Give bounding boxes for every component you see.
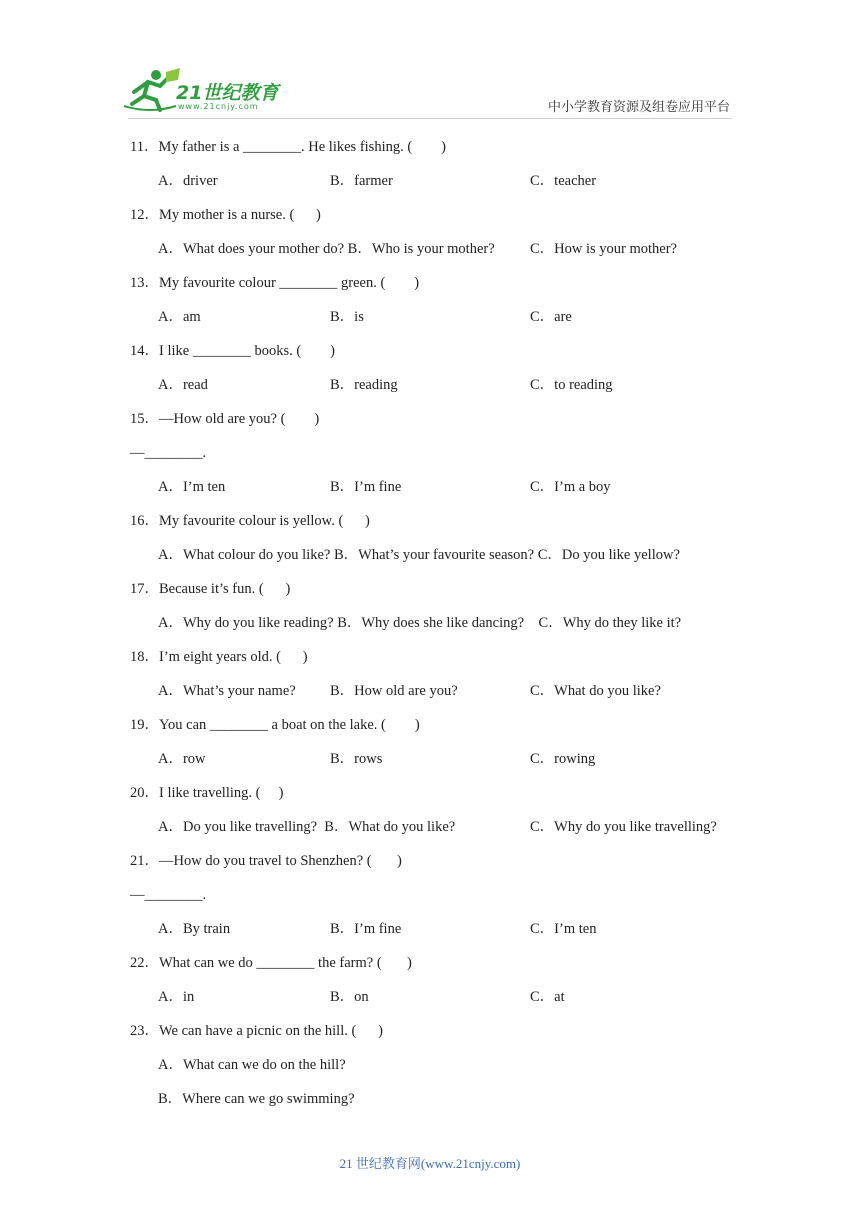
options-16	[130, 544, 750, 578]
question-text: My mother is a nurse. ( )	[159, 207, 321, 223]
question-number: 12．	[130, 207, 159, 223]
options-21	[130, 918, 750, 952]
options-18	[130, 680, 750, 714]
question-text: I like ________ books. ( )	[159, 343, 335, 359]
question-21	[130, 850, 750, 884]
option-c[interactable]: C．I’m ten	[530, 921, 597, 937]
option-a[interactable]: A．I’m ten	[158, 479, 226, 495]
option-a[interactable]: A．By train	[158, 921, 231, 937]
question-number: 20．	[130, 785, 159, 801]
question-number: 13．	[130, 275, 159, 291]
option-b[interactable]: B．rows	[330, 751, 383, 767]
question-text: I’m eight years old. ( )	[159, 649, 308, 665]
option-c[interactable]: C．I’m a boy	[530, 479, 611, 495]
question-18	[130, 646, 750, 680]
option-b[interactable]: B．How old are you?	[330, 683, 458, 699]
answer-blank-15: —________.	[130, 445, 207, 461]
question-text: —How do you travel to Shenzhen? ( )	[159, 853, 402, 869]
question-number: 19．	[130, 717, 159, 733]
question-text: My father is a ________. He likes fishing. ( )	[158, 139, 447, 155]
answer-blank-21: —________.	[130, 887, 207, 903]
option-a[interactable]: A．What can we do on the hill?	[158, 1057, 346, 1073]
option-b[interactable]: B．Where can we go swimming?	[158, 1091, 355, 1107]
option-c[interactable]: C．are	[530, 309, 572, 325]
option-b[interactable]: B．on	[330, 989, 369, 1005]
page-footer[interactable]: 21 世纪教育网(www.21cnjy.com)	[339, 1156, 521, 1171]
options-15	[130, 476, 750, 510]
option-b[interactable]: B．reading	[330, 377, 398, 393]
question-text: What can we do ________ the farm? ( )	[159, 955, 412, 971]
option-c[interactable]: C．How is your mother?	[530, 241, 677, 257]
options-17	[130, 612, 750, 646]
question-11	[130, 136, 750, 170]
option-a-b-c[interactable]: A．What colour do you like? B．What’s your favourite season? C．Do you like yellow?	[158, 547, 680, 563]
options-23-a	[130, 1054, 750, 1088]
question-number: 16．	[130, 513, 159, 529]
option-b[interactable]: B．I’m fine	[330, 479, 402, 495]
options-14	[130, 374, 750, 408]
options-20	[130, 816, 750, 850]
question-number: 23．	[130, 1023, 159, 1039]
question-14	[130, 340, 750, 374]
question-text: You can ________ a boat on the lake. ( )	[159, 717, 420, 733]
options-11	[130, 170, 750, 204]
option-b[interactable]: B．farmer	[330, 173, 393, 189]
question-number: 22．	[130, 955, 159, 971]
option-c[interactable]: C．What do you like?	[530, 683, 661, 699]
option-a[interactable]: A．What’s your name?	[158, 683, 296, 699]
question-13	[130, 272, 750, 306]
option-c[interactable]: C．to reading	[530, 377, 613, 393]
options-23-b	[130, 1088, 750, 1122]
option-a[interactable]: A．driver	[158, 173, 218, 189]
option-c[interactable]: C．rowing	[530, 751, 596, 767]
question-number: 17．	[130, 581, 159, 597]
option-b[interactable]: B．I’m fine	[330, 921, 402, 937]
options-13	[130, 306, 750, 340]
question-number: 21．	[130, 853, 159, 869]
option-a[interactable]: A．row	[158, 751, 206, 767]
question-19	[130, 714, 750, 748]
question-number: 15．	[130, 411, 159, 427]
header-divider	[128, 118, 732, 119]
question-text: My favourite colour is yellow. ( )	[159, 513, 370, 529]
question-text: We can have a picnic on the hill. ( )	[159, 1023, 383, 1039]
question-number: 14．	[130, 343, 159, 359]
options-12	[130, 238, 750, 272]
option-a[interactable]: A．in	[158, 989, 195, 1005]
option-a-b[interactable]: A．What does your mother do? B．Who is your mother?	[158, 241, 495, 257]
option-a-b-c[interactable]: A．Why do you like reading? B．Why does she like dancing? C．Why do they like it?	[158, 615, 682, 631]
question-20	[130, 782, 750, 816]
option-c[interactable]: C．teacher	[530, 173, 597, 189]
site-logo[interactable]	[120, 66, 290, 116]
options-22	[130, 986, 750, 1020]
question-text: My favourite colour ________ green. ( )	[159, 275, 420, 291]
option-c[interactable]: C．Why do you like travelling?	[530, 819, 717, 835]
logo-text: 21世纪教育	[176, 82, 279, 104]
question-text: Because it’s fun. ( )	[159, 581, 291, 597]
options-19	[130, 748, 750, 782]
question-16	[130, 510, 750, 544]
question-text: —How old are you? ( )	[159, 411, 320, 427]
page-header	[0, 0, 860, 120]
question-text: I like travelling. ( )	[159, 785, 284, 801]
option-a[interactable]: A．read	[158, 377, 208, 393]
option-b[interactable]: B．is	[330, 309, 364, 325]
option-a[interactable]: A．am	[158, 309, 201, 325]
question-23	[130, 1020, 750, 1054]
option-a-b[interactable]: A．Do you like travelling? B．What do you like?	[158, 819, 456, 835]
question-number: 11．	[130, 139, 159, 155]
question-22	[130, 952, 750, 986]
question-15	[130, 408, 750, 442]
question-list	[130, 136, 750, 1122]
logo-url: www.21cnjy.com	[178, 102, 259, 111]
question-12	[130, 204, 750, 238]
question-number: 18．	[130, 649, 159, 665]
option-c[interactable]: C．at	[530, 989, 565, 1005]
site-tagline: 中小学教育资源及组卷应用平台	[547, 100, 730, 115]
question-17	[130, 578, 750, 612]
